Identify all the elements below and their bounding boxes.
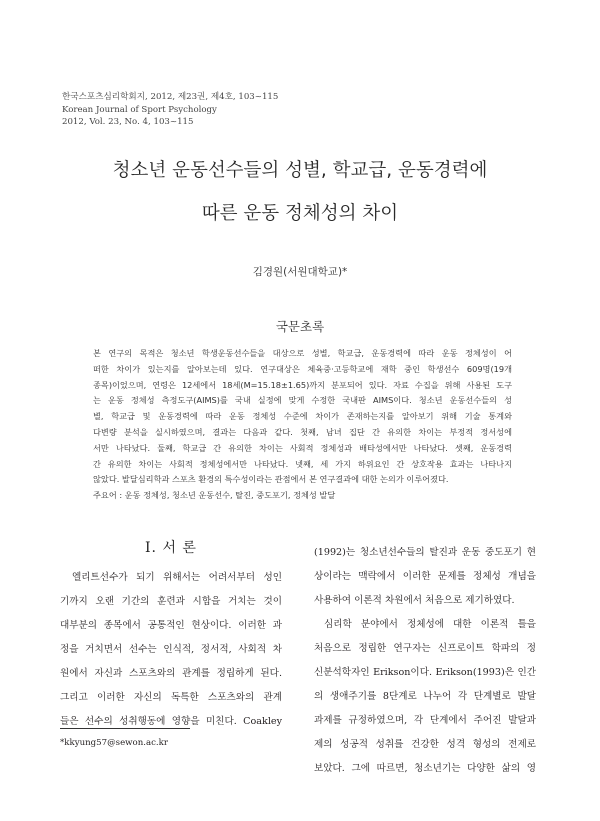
body-line: (1992)는 청소년선수들의 탈진과 운동 중도포기 현 [314, 547, 536, 558]
abstract-body [93, 346, 512, 488]
body-line: 보았다. 그에 따르면, 청소년기는 다양한 삶의 영 [314, 763, 536, 774]
body-line: 기까지 오랜 기간의 훈련과 시합을 거치는 것이 [60, 596, 282, 607]
body-column-left [60, 566, 282, 734]
paper-title-line2: 따른 운동 정체성의 차이 [201, 203, 399, 224]
abstract-heading: 국문초록 [275, 319, 325, 334]
body-line: 심리학 분야에서 정체성에 대한 이론적 틀을 [324, 619, 536, 630]
author: 김경원(서원대학교)* [252, 266, 348, 278]
abstract-line: 종목)이었으며, 연령은 12세에서 18세(M=15.18±1.65)까지 분포되어 있다. 자료 수집을 위해 사용된 도구 [93, 379, 512, 390]
abstract-line: 떠한 차이가 있는지를 알아보는데 있다. 연구대상은 체육중·고등학교에 재학 중인 학생선수 609명(19개 [93, 363, 512, 374]
body-line: 사용하여 이론적 차원에서 처음으로 제기하였다. [314, 595, 515, 606]
journal-line-volume: 2012, Vol. 23, No. 4, 103~115 [62, 117, 194, 127]
journal-info [62, 91, 278, 129]
keywords: 주요어 : 운동 정체성, 청소년 운동선수, 탈진, 중도포기, 정체성 발달 [93, 490, 336, 500]
body-line: 엘리트선수가 되기 위해서는 어려서부터 성인 [72, 572, 282, 583]
footnote-email: *kkyung57@sewon.ac.kr [60, 738, 168, 748]
abstract-line: 는 운동 정체성 측정도구(AIMS)를 국내 실정에 맞게 수정한 국내판 AIMS이다. 청소년 운동선수들의 성 [93, 395, 512, 406]
body-column-right [314, 541, 536, 781]
abstract-line: 다변량 분석을 실시하였으며, 결과는 다음과 같다. 첫째, 남녀 집단 간 유의한 차이는 부정적 정서성에 [93, 426, 512, 437]
body-line: 제의 성공적 성취를 건강한 성격 형성의 전제로 [314, 739, 536, 750]
abstract-line: 서만 나타났다. 둘째, 학교급 간 유의한 차이는 사회적 정체성과 배타성에서만 나타났다. 셋째, 운동경력 [93, 442, 512, 453]
abstract-line: 간 유의한 차이는 사회적 정체성에서만 나타났다. 넷째, 세 가지 하위요인 간 상호작용 효과는 나타나지 [93, 458, 512, 469]
abstract-line: 본 연구의 목적은 청소년 학생운동선수들을 대상으로 성별, 학교급, 운동경력에 따라 운동 정체성이 어 [93, 348, 512, 358]
section-heading-introduction: I. 서 론 [145, 540, 197, 556]
body-line: 원에서 자신과 스포츠와의 관계를 정립하게 된다. [60, 668, 282, 679]
body-line: 과제를 규정하였으며, 각 단계에서 주어진 발달과 [314, 715, 536, 726]
journal-line-english: Korean Journal of Sport Psychology [62, 104, 217, 115]
body-line: 그리고 이러한 자신의 독특한 스포츠와의 관계 [60, 692, 282, 703]
footnote-divider [60, 728, 190, 729]
abstract-line: 않았다. 발달심리학과 스포츠 환경의 특수성이라는 관점에서 본 연구결과에 대한 논의가 이루어졌다. [93, 474, 449, 485]
body-line: 신분석학자인 Erikson이다. Erikson(1993)은 인간 [314, 667, 536, 678]
body-line: 정을 거치면서 선수는 인식적, 정서적, 사회적 차 [60, 644, 282, 655]
journal-line-korean: 한국스포츠심리학회지, 2012, 제23권, 제4호, 103~115 [62, 92, 279, 102]
body-line: 처음으로 정립한 연구자는 신프로이트 학파의 정 [314, 643, 536, 654]
body-line: 상이라는 맥락에서 이러한 문제를 정체성 개념을 [314, 571, 536, 582]
body-line: 들은 선수의 성취행동에 영향을 미친다. Coakley [60, 716, 282, 727]
paper-title-line1: 청소년 운동선수들의 성별, 학교급, 운동경력에 [112, 160, 488, 181]
abstract-line: 별, 학교급 및 운동경력에 따라 운동 정체성 수준에 차이가 존재하는지를 알아보기 위해 기술 통계와 [93, 411, 512, 422]
body-line: 의 생애주기를 8단계로 나누어 각 단계별로 발달 [314, 691, 536, 702]
body-line: 대부분의 종목에서 공통적인 현상이다. 이러한 과 [60, 620, 282, 631]
